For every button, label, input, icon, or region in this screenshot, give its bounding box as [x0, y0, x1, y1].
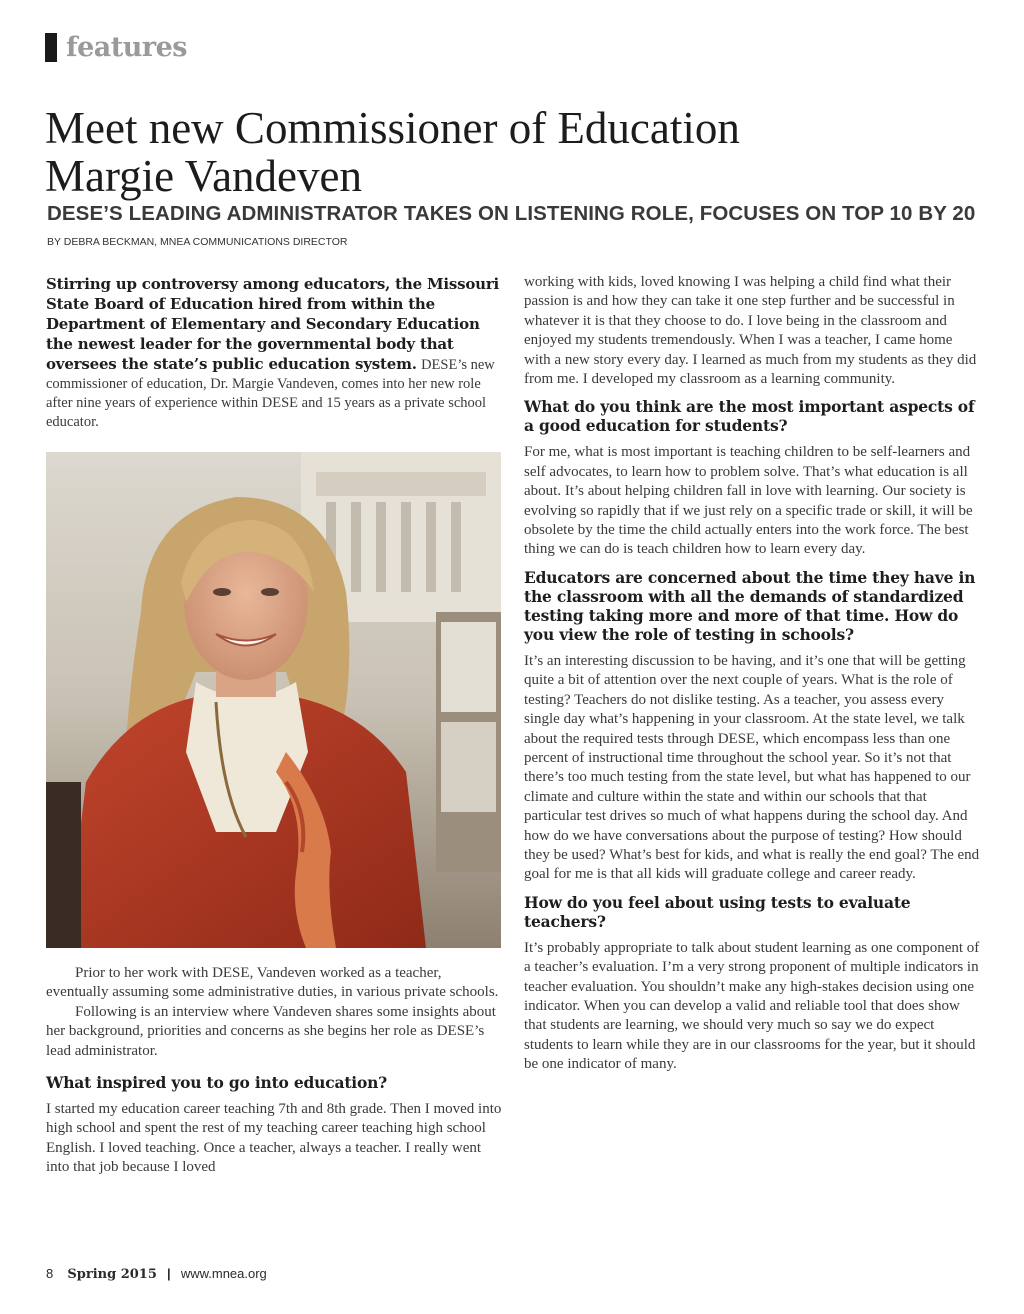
lead-normal-text: DESE’s new commissioner of education, Dr. Margie Vandeven, comes into her new role after nine years of experience within DESE and 15 years as a private school educator. — [46, 357, 495, 430]
website-link[interactable]: www.mnea.org — [180, 1266, 267, 1281]
intro-paragraph-1: Prior to her work with DESE, Vandeven worked as a teacher, eventually assuming some administrative duties, in various private schools. — [46, 965, 499, 1001]
intro-paragraph-2: Following is an interview where Vandeven shares some insights about her background, priorities and concerns as she begins her role as DESE’s lead administrator. — [46, 1003, 496, 1059]
answer-1-continued: working with kids, loved knowing I was helping a child find what their passion is and how they can take it one step further and be successful in whatever it is that they choose to do. I love being in the classroom and enjoyed my students tremendously. When I was a teacher, I came home with a new story every day. I learned as much from my students as they did from me. I developed my classroom as a learning community. — [524, 274, 977, 388]
answer-4: It’s probably appropriate to talk about student learning as one component of a teacher’s evaluation. I’m a very strong proponent of multiple indicators in teacher evaluation. You shouldn’t make any high-stakes decision using one indicator. When you can develop a valid and reliable tool that does show that students are learning, we should very much so say we do expect students to learn while they are in our classrooms for the year, but it should be one indicator of many. — [524, 939, 980, 1073]
question-4: How do you feel about using tests to evaluate teachers? — [524, 892, 911, 931]
section-label: features — [66, 32, 187, 63]
question-1: What inspired you to go into education? — [46, 1073, 388, 1093]
issue-label: Spring 2015 — [67, 1267, 157, 1282]
page-number: 8 — [46, 1266, 54, 1281]
article-subtitle: DESE’S LEADING ADMINISTRATOR TAKES ON LISTENING ROLE, FOCUSES ON TOP 10 BY 20 — [47, 202, 976, 225]
title-line-1: Meet new Commissioner of Education — [45, 103, 740, 153]
title-line-2: Margie Vandeven — [45, 151, 362, 201]
question-3: Educators are concerned about the time they have in the classroom with all the demands of standardized testing taking more and more of that time. How do you view the role of testing in schools? — [524, 567, 976, 644]
portrait-photo — [46, 452, 501, 948]
right-column — [524, 273, 982, 1075]
question-2: What do you think are the most important aspects of a good education for students? — [524, 397, 975, 436]
lead-paragraph — [46, 275, 506, 432]
answer-1-start: I started my education career teaching 7th and 8th grade. Then I moved into high school and spent the rest of my teaching career teaching high school English. I loved teaching. Once a teacher, always a teacher. I really went into that job because I loved — [46, 1101, 502, 1176]
section-marker-bar — [45, 33, 57, 62]
byline: BY DEBRA BECKMAN, MNEA COMMUNICATIONS DIRECTOR — [47, 236, 348, 248]
left-column — [46, 964, 506, 1178]
footer-separator: | — [167, 1266, 171, 1281]
article-title — [45, 104, 945, 200]
answer-2: For me, what is most important is teaching children to be self-learners and self advocates, to learn how to problem solve. That’s what education is all about. It’s about helping children fall in love with learning. Our society is evolving so rapidly that if we just rely on a specific trade or skill, it will be obsolete by the time the child actually enters into the work force. The best thing we can do is teach children how to learn every day. — [524, 444, 973, 558]
page-footer — [46, 1266, 267, 1282]
lead-bold-text: Stirring up controversy among educators, the Missouri State Board of Education hired from within the Department of Elementary and Secondary Education the newest leader for the governmental body that oversees the state’s public education system. — [46, 275, 500, 373]
answer-3: It’s an interesting discussion to be having, and it’s one that will be getting quite a bit of attention over the next couple of years. What is the role of testing? Teachers do not dislike testing. As a teacher, you assess every single day what’s happening in your classroom. At the state level, we talk about the required tests through DESE, which encompass less than one percent of instructional time throughout the school year. So it’s not that there’s too much testing from the state level, but what has happened to our climate and culture within the state and within our schools that that particular test drives so much of what happens during the school day. And how do we have conversations about the purpose of testing? How should they be used? What’s best for kids, and what is really the end goal? The end goal for me is that all kids will graduate college and career ready. — [524, 652, 980, 883]
